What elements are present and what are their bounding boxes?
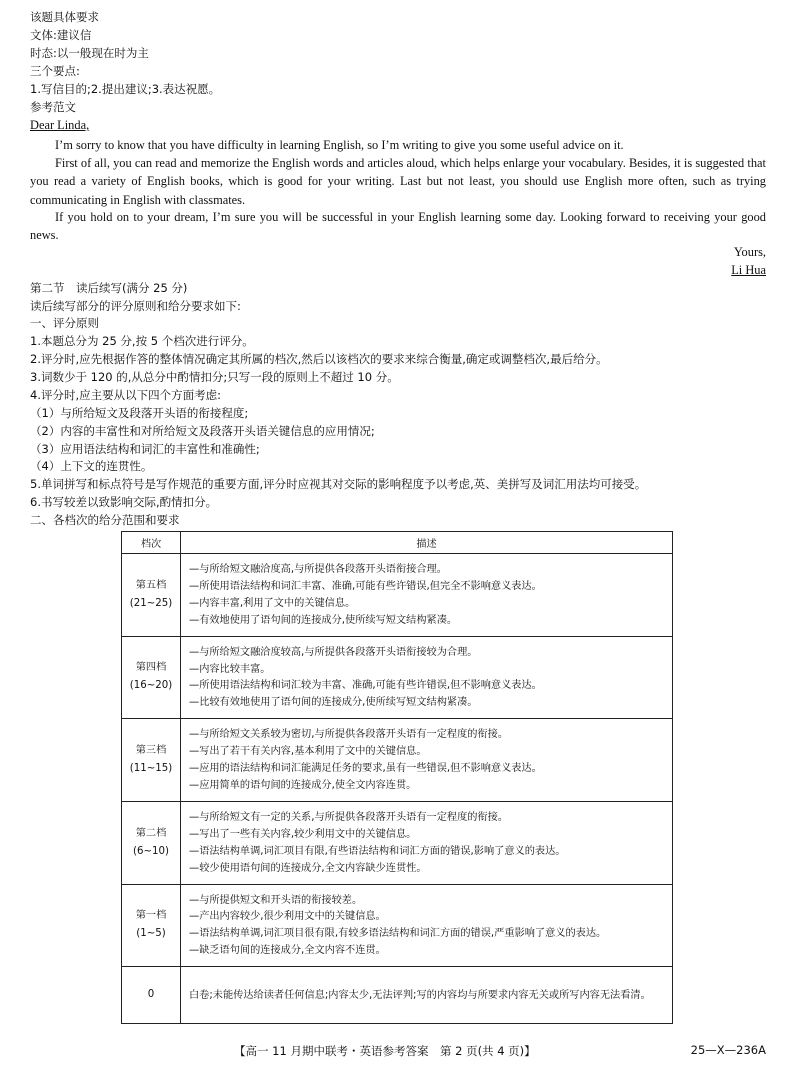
table-row xyxy=(122,884,673,967)
description-line: —比较有效地使用了语句间的连接成分,使所续写短文结构紧凑。 xyxy=(189,697,478,709)
principle-item: 1.本题总分为 25 分,按 5 个档次进行评分。 xyxy=(30,334,254,348)
scoring-rubric-table xyxy=(121,531,673,1024)
description-cell xyxy=(181,801,673,884)
header-description: 描述 xyxy=(181,532,673,554)
levels-title: 二、各档次的给分范围和要求 xyxy=(30,513,180,527)
description-line: —内容比较丰富。 xyxy=(189,663,271,675)
level-range: (21~25) xyxy=(129,597,173,609)
description-line: —写出了若干有关内容,基本利用了文中的关键信息。 xyxy=(189,746,427,758)
letter-signature: Li Hua xyxy=(731,263,766,277)
header-level: 档次 xyxy=(122,532,181,554)
description-cell xyxy=(181,554,673,637)
description-cell xyxy=(181,636,673,719)
description-line: —与所给短文融洽度高,与所提供各段落开头语衔接合理。 xyxy=(189,564,447,575)
description-line: —与所给短文有一定的关系,与所提供各段落开头语有一定程度的衔接。 xyxy=(189,811,509,823)
level-range: (11~15) xyxy=(129,763,173,775)
letter-closing: Yours, xyxy=(733,245,766,259)
description-line: —所使用语法结构和词汇较为丰富、准确,可能有些许错误,但不影响意义表达。 xyxy=(189,680,542,692)
level-cell xyxy=(122,801,181,884)
table-header-row xyxy=(122,532,673,554)
description-line: —缺乏语句间的连接成分,全文内容不连贯。 xyxy=(189,945,386,957)
description-cell: 白卷;未能传达给读者任何信息;内容太少,无法评判;写的内容均与所要求内容无关或所写内容无法看清。 xyxy=(181,967,673,1024)
principles-title: 一、评分原则 xyxy=(30,316,99,330)
requirements-points: 1.写信目的;2.提出建议;3.表达祝愿。 xyxy=(30,82,221,96)
letter-paragraph: First of all, you can read and memorize the English words and articles aloud, which helps enlarge your vocabulary. Besides, it is suggested that you read a variety of English books, which is good for your writing. Last but not least, you should use English more often, such as trying communicating in English with classmates. xyxy=(30,156,766,207)
level-cell xyxy=(122,636,181,719)
principle-item: 5.单词拼写和标点符号是写作规范的重要方面,评分时应视其对交际的影响程度予以考虑,英、美拼写及词汇用法均可接受。 xyxy=(30,477,647,491)
level-name: 第三档 xyxy=(135,745,167,757)
section-title: 第二节 读后续写(满分 25 分) xyxy=(30,281,188,295)
description-line: —有效地使用了语句间的连接成分,使所续写短文结构紧凑。 xyxy=(189,614,458,626)
level-name: 第一档 xyxy=(135,910,167,922)
description-line: —与所提供短文和开头语的衔接较差。 xyxy=(189,894,363,906)
description-line: —写出了一些有关内容,较少利用文中的关键信息。 xyxy=(189,828,417,840)
description-line: —与所给短文融洽度较高,与所提供各段落开头语衔接较为合理。 xyxy=(189,646,478,658)
level-name: 第四档 xyxy=(135,662,167,674)
principle-item: 6.书写较差以致影响交际,酌情扣分。 xyxy=(30,495,218,509)
table-row xyxy=(122,719,673,802)
description-line: —语法结构单调,词汇项目有限,有些语法结构和词汇方面的错误,影响了意义的表达。 xyxy=(189,845,566,857)
level-range: (6~10) xyxy=(133,845,169,857)
description-line: —应用简单的语句间的连接成分,使全文内容连贯。 xyxy=(189,779,417,791)
description-line: —内容丰富,利用了文中的关键信息。 xyxy=(189,597,356,609)
description-cell xyxy=(181,719,673,802)
description-cell xyxy=(181,884,673,967)
description-line: —所使用语法结构和词汇丰富、准确,可能有些许错误,但完全不影响意义表达。 xyxy=(189,580,542,592)
letter-paragraph: If you hold on to your dream, I’m sure you will be successful in your English learning some day. Looking forward to receiving your good news. xyxy=(30,210,766,243)
level-name: 第五档 xyxy=(135,579,167,591)
description-line: —与所给短文关系较为密切,与所提供各段落开头语有一定程度的衔接。 xyxy=(189,729,509,741)
requirements-style: 文体:建议信 xyxy=(30,28,92,42)
level-range: (16~20) xyxy=(129,680,173,692)
level-cell xyxy=(122,967,181,1024)
section-intro: 读后续写部分的评分原则和给分要求如下: xyxy=(30,299,241,313)
principle-subitem: （3）应用语法结构和词汇的丰富性和准确性; xyxy=(30,442,260,456)
level-range: (1~5) xyxy=(136,928,166,940)
table-row xyxy=(122,636,673,719)
requirements-points-title: 三个要点: xyxy=(30,64,80,78)
principle-subitem: （1）与所给短文及段落开头语的衔接程度; xyxy=(30,406,249,420)
principle-subitem: （4）上下文的连贯性。 xyxy=(30,459,153,473)
description-line: —较少使用语句间的连接成分,全文内容缺少连贯性。 xyxy=(189,862,427,874)
letter-paragraph: I’m sorry to know that you have difficulty in learning English, so I’m writing to give you some useful advice on it. xyxy=(55,138,624,152)
level-name: 第二档 xyxy=(135,827,167,839)
table-row xyxy=(122,554,673,637)
principle-item: 2.评分时,应先根据作答的整体情况确定其所属的档次,然后以该档次的要求来综合衡量,确定或调整档次,最后给分。 xyxy=(30,352,608,366)
level-cell xyxy=(122,884,181,967)
level-cell xyxy=(122,554,181,637)
principle-subitem: （2）内容的丰富性和对所给短文及段落开头语关键信息的应用情况; xyxy=(30,424,375,438)
requirements-heading: 该题具体要求 xyxy=(30,10,99,24)
principle-item: 3.词数少于 120 的,从总分中酌情扣分;只写一段的原则上不超过 10 分。 xyxy=(30,370,399,384)
description-line: —语法结构单调,词汇项目很有限,有较多语法结构和词汇方面的错误,严重影响了意义的表达。 xyxy=(189,928,607,940)
document-code: 25—X—236A xyxy=(690,1043,766,1057)
letter-greeting: Dear Linda, xyxy=(30,118,90,132)
sample-essay-title: 参考范文 xyxy=(30,100,76,114)
level-cell xyxy=(122,719,181,802)
table-row xyxy=(122,967,673,1024)
level-name: 0 xyxy=(147,989,155,1001)
principle-item: 4.评分时,应主要从以下四个方面考虑: xyxy=(30,388,222,402)
requirements-tense: 时态:以一般现在时为主 xyxy=(30,46,149,60)
page-footer: 【高一 11 月期中联考・英语参考答案 第 2 页(共 4 页)】 xyxy=(234,1044,536,1058)
description-line: —应用的语法结构和词汇能满足任务的要求,虽有一些错误,但不影响意义表达。 xyxy=(189,763,542,775)
table-row xyxy=(122,801,673,884)
description-line: —产出内容较少,很少利用文中的关键信息。 xyxy=(189,911,386,923)
